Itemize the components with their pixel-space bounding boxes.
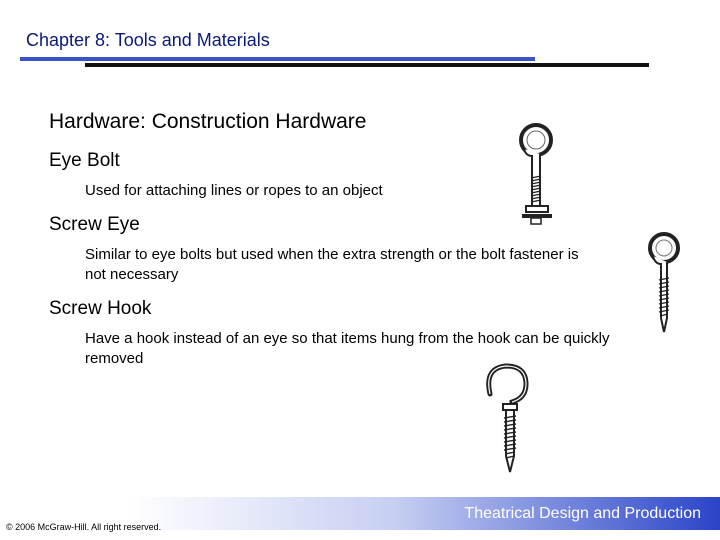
item-heading-eye-bolt: Eye Bolt [49,150,120,171]
chapter-title: Chapter 8: Tools and Materials [26,30,270,50]
footer-copyright: © 2006 McGraw-Hill. All right reserved. [6,522,162,532]
header-rule-blue [20,57,535,61]
header-rule-black [85,63,649,67]
eye-bolt-icon [512,120,568,230]
screw-eye-icon [640,228,690,338]
item-description-screw-eye: Similar to eye bolts but used when the extra strength or the bolt fastener is not necessary [85,246,579,283]
footer-book-title: Theatrical Design and Production [464,505,701,522]
item-heading-screw-hook: Screw Hook [49,298,152,319]
screw-hook-icon [478,360,544,476]
item-description-eye-bolt: Used for attaching lines or ropes to an object [85,182,383,199]
item-heading-screw-eye: Screw Eye [49,214,140,235]
slide-title: Hardware: Construction Hardware [49,110,367,133]
item-description-screw-hook: Have a hook instead of an eye so that items hung from the hook can be quickly removed [85,330,610,367]
